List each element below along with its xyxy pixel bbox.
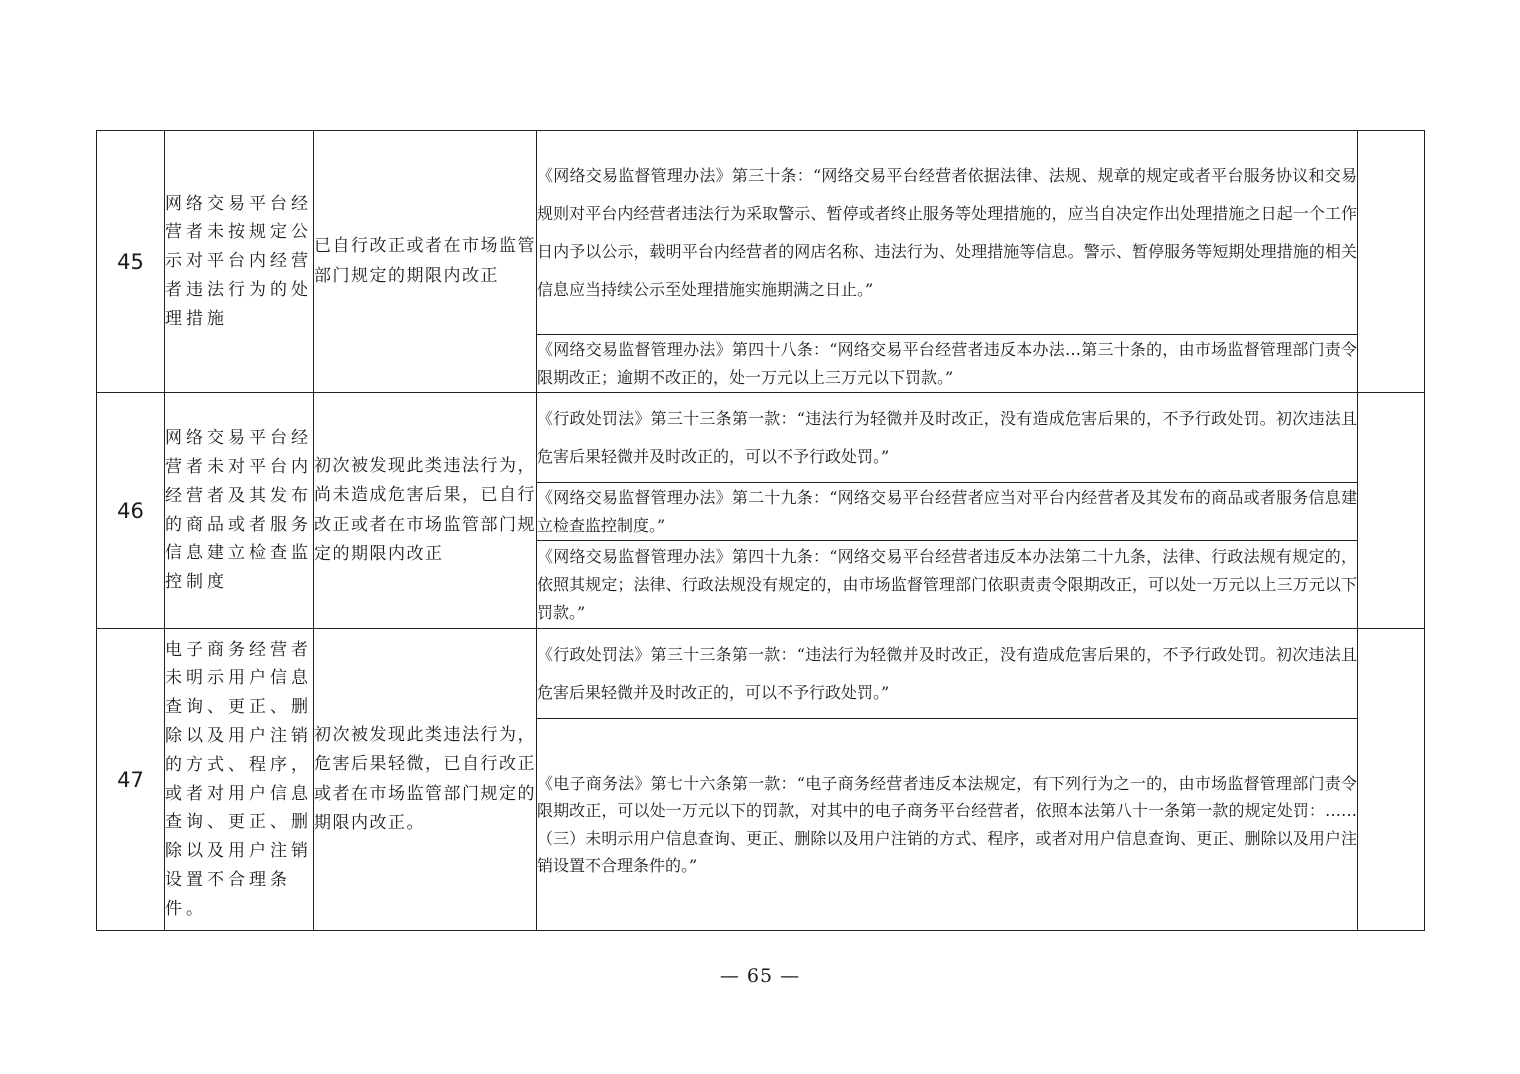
remarks-cell xyxy=(1358,131,1425,393)
page-number: — 65 — xyxy=(719,965,801,987)
law-cell: 《网络交易监督管理办法》第二十九条：“网络交易平台经营者应当对平台内经营者及其发布的商品或者服务信息建立检查监控制度。” xyxy=(537,483,1358,541)
condition-cell: 初次被发现此类违法行为，尚未造成危害后果，已自行改正或者在市场监管部门规定的期限内改正 xyxy=(314,393,537,629)
law-cell: 《行政处罚法》第三十三条第一款：“违法行为轻微并及时改正，没有造成危害后果的，不予行政处罚。初次违法且危害后果轻微并及时改正的，可以不予行政处罚。” xyxy=(537,629,1358,719)
table-row xyxy=(97,629,1425,719)
remarks-cell xyxy=(1358,393,1425,629)
row-number: 47 xyxy=(97,629,165,931)
condition-cell: 已自行改正或者在市场监管部门规定的期限内改正 xyxy=(314,131,537,393)
remarks-cell xyxy=(1358,629,1425,931)
row-number: 46 xyxy=(97,393,165,629)
law-cell: 《网络交易监督管理办法》第三十条：“网络交易平台经营者依据法律、法规、规章的规定或者平台服务协议和交易规则对平台内经营者违法行为采取警示、暂停或者终止服务等处理措施的，应当自决定作出处理措施之日起一个工作日内予以公示，载明平台内经营者的网店名称、违法行为、处理措施等信息。警示、暂停服务等短期处理措施的相关信息应当持续公示至处理措施实施期满之日止。” xyxy=(537,131,1358,335)
law-cell: 《网络交易监督管理办法》第四十八条：“网络交易平台经营者违反本办法…第三十条的，由市场监督管理部门责令限期改正；逾期不改正的，处一万元以上三万元以下罚款。” xyxy=(537,335,1358,393)
violation-cell: 电子商务经营者未明示用户信息查询、更正、删除以及用户注销的方式、程序，或者对用户信息查询、更正、删除以及用户注销设置不合理条件。 xyxy=(165,629,314,931)
table-row xyxy=(97,393,1425,483)
violation-cell: 网络交易平台经营者未对平台内经营者及其发布的商品或者服务信息建立检查监控制度 xyxy=(165,393,314,629)
law-cell: 《电子商务法》第七十六条第一款：“电子商务经营者违反本法规定，有下列行为之一的，由市场监督管理部门责令限期改正，可以处一万元以下的罚款，对其中的电子商务平台经营者，依照本法第八十一条第一款的规定处罚：……（三）未明示用户信息查询、更正、删除以及用户注销的方式、程序，或者对用户信息查询、更正、删除以及用户注销设置不合理条件的。” xyxy=(537,719,1358,931)
condition-cell: 初次被发现此类违法行为，危害后果轻微，已自行改正或者在市场监管部门规定的期限内改正。 xyxy=(314,629,537,931)
row-number: 45 xyxy=(97,131,165,393)
regulation-table xyxy=(96,130,1425,931)
table-row xyxy=(97,131,1425,335)
law-cell: 《网络交易监督管理办法》第四十九条：“网络交易平台经营者违反本办法第二十九条，法律、行政法规有规定的，依照其规定；法律、行政法规没有规定的，由市场监督管理部门依职责责令限期改正，可以处一万元以上三万元以下罚款。” xyxy=(537,541,1358,629)
violation-cell: 网络交易平台经营者未按规定公示对平台内经营者违法行为的处理措施 xyxy=(165,131,314,393)
law-cell: 《行政处罚法》第三十三条第一款：“违法行为轻微并及时改正，没有造成危害后果的，不予行政处罚。初次违法且危害后果轻微并及时改正的，可以不予行政处罚。” xyxy=(537,393,1358,483)
